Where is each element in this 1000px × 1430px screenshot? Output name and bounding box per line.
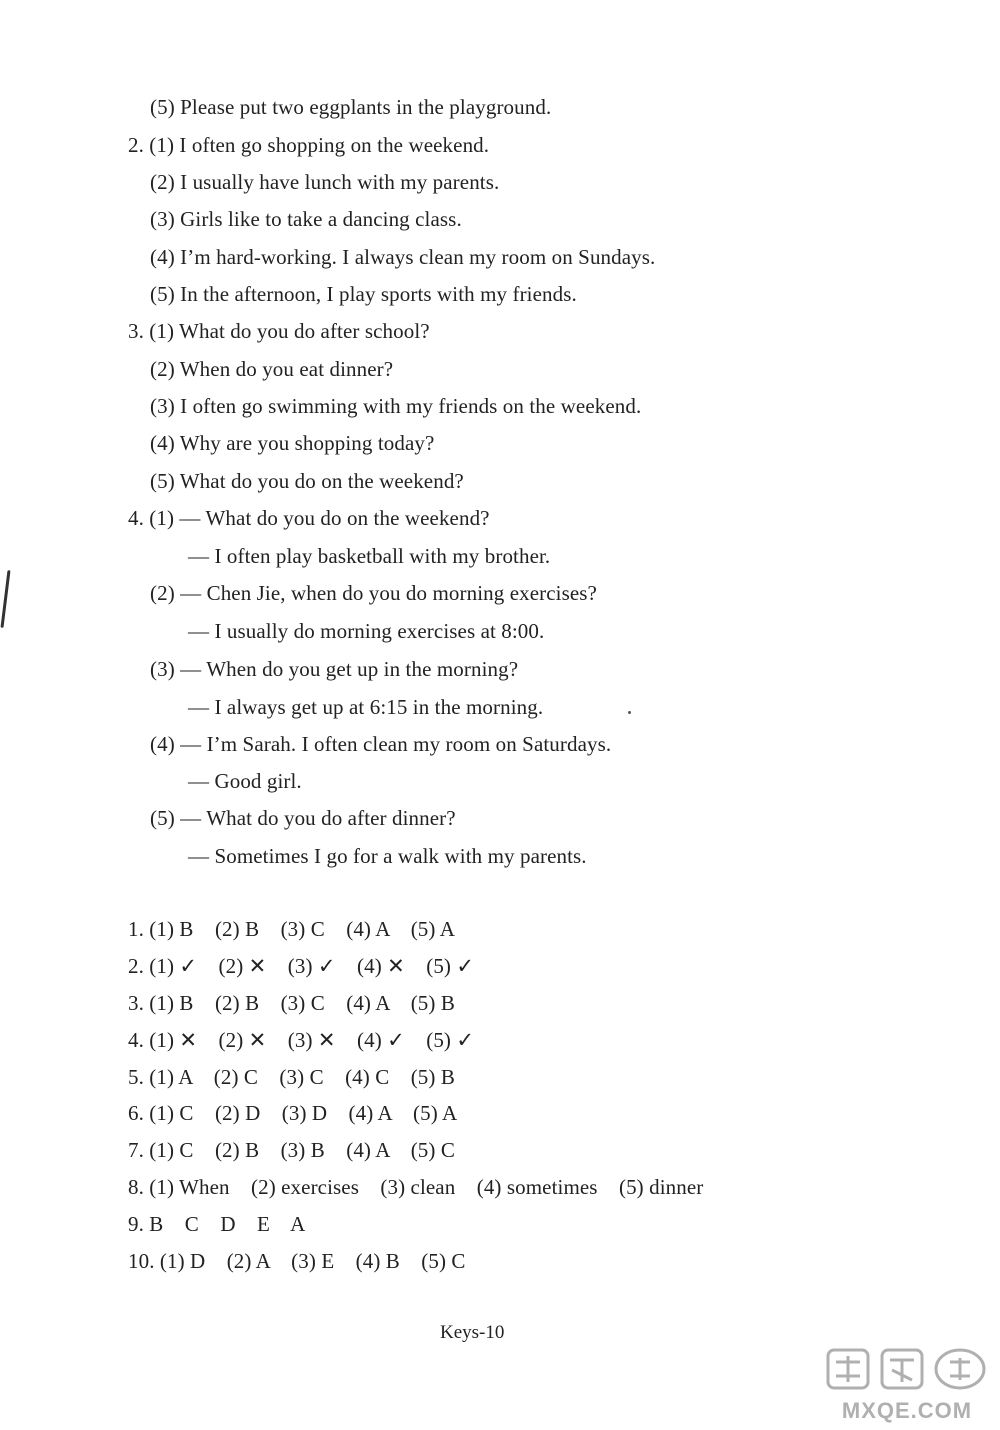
answer-line: 10. (1) D (2) A (3) E (4) B (5) C [128,1249,466,1273]
text-line: (4) Why are you shopping today? [150,431,435,455]
answer-line: 7. (1) C (2) B (3) B (4) A (5) C [128,1138,455,1162]
answer-line: 1. (1) B (2) B (3) C (4) A (5) A [128,917,455,941]
text-line: 3. (1) What do you do after school? [128,319,430,343]
text-line: — Good girl. [188,769,302,793]
answer-line: 3. (1) B (2) B (3) C (4) A (5) B [128,991,455,1015]
answer-line: 6. (1) C (2) D (3) D (4) A (5) A [128,1101,458,1125]
text-line: (5) In the afternoon, I play sports with my friends. [150,282,577,306]
text-line: (3) Girls like to take a dancing class. [150,207,462,231]
answer-line: 5. (1) A (2) C (3) C (4) C (5) B [128,1065,455,1089]
text-line: (5) — What do you do after dinner? [150,806,456,830]
answer-line: 9. B C D E A [128,1212,306,1236]
watermark-logo [818,1346,996,1424]
answer-line: 8. (1) When (2) exercises (3) clean (4) sometimes (5) dinner [128,1175,704,1199]
page-number: Keys-10 [440,1322,505,1343]
text-line: (4) I’m hard-working. I always clean my room on Sundays. [150,245,656,269]
text-line: — I usually do morning exercises at 8:00. [188,619,545,643]
text-line: 2. (1) I often go shopping on the weekend. [128,133,490,157]
margin-pen-mark [0,570,10,628]
text-line: (5) Please put two eggplants in the playground. [150,95,552,119]
text-line: — Sometimes I go for a walk with my parents. [188,844,587,868]
text-line: (2) — Chen Jie, when do you do morning exercises? [150,581,597,605]
svg-text:MXQE.COM: MXQE.COM [841,1398,973,1423]
text-line: (5) What do you do on the weekend? [150,469,464,493]
text-line: — I often play basketball with my brother. [188,544,551,568]
answer-line: 4. (1) ✕ (2) ✕ (3) ✕ (4) ✓ (5) ✓ [128,1028,475,1052]
answer-line: 2. (1) ✓ (2) ✕ (3) ✓ (4) ✕ (5) ✓ [128,954,475,978]
text-line: (2) When do you eat dinner? [150,357,394,381]
ink-speck [628,711,631,714]
text-line: (3) — When do you get up in the morning? [150,657,519,681]
text-line: — I always get up at 6:15 in the morning. [188,695,544,719]
text-line: 4. (1) — What do you do on the weekend? [128,506,490,530]
text-line: (4) — I’m Sarah. I often clean my room on Saturdays. [150,732,612,756]
text-line: (2) I usually have lunch with my parents. [150,170,500,194]
text-line: (3) I often go swimming with my friends on the weekend. [150,394,642,418]
